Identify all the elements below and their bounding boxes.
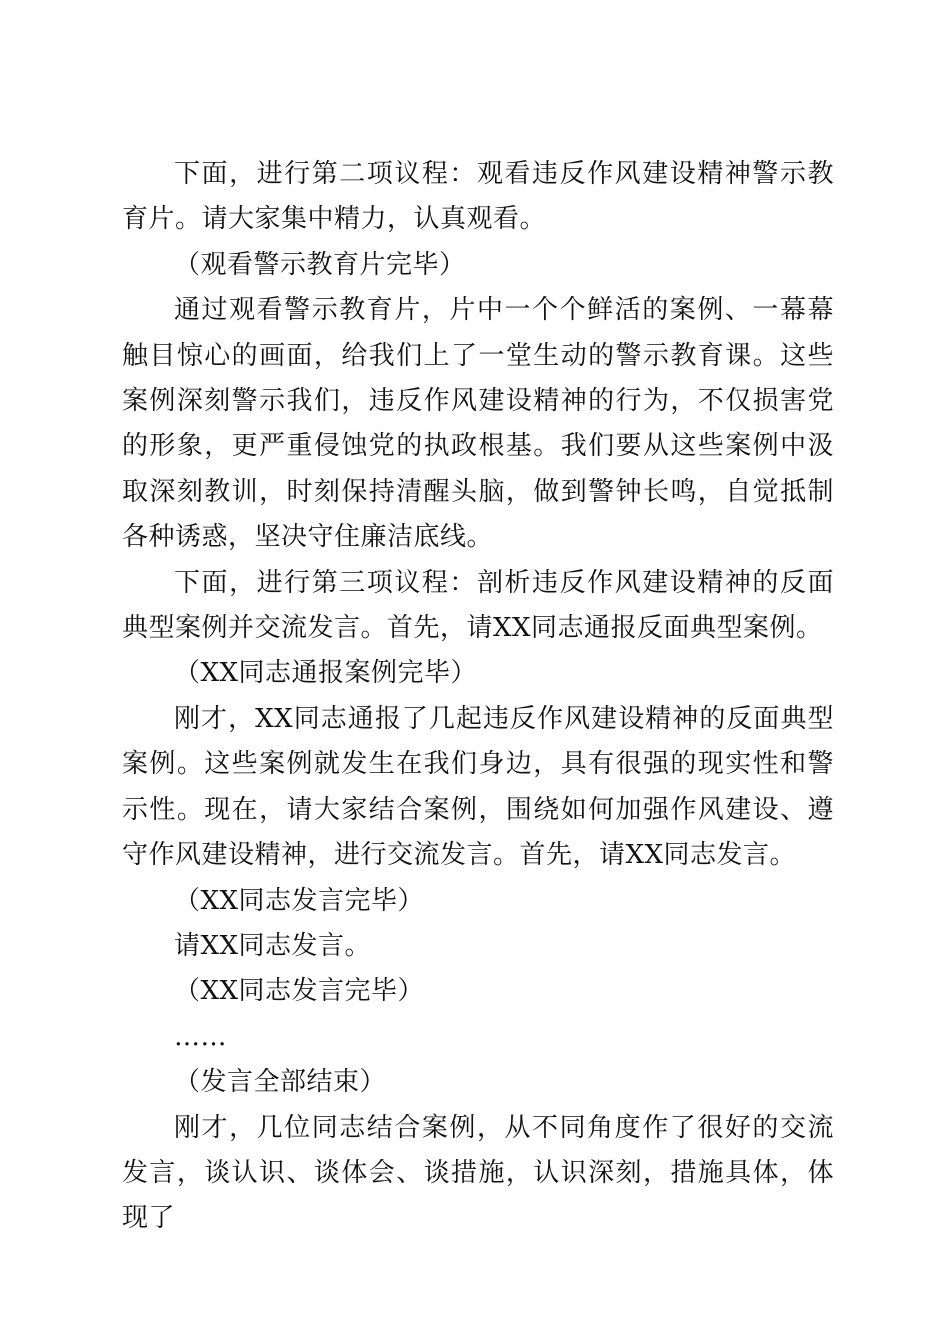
- paragraph-next-speaker: 请XX同志发言。: [174, 930, 372, 961]
- paragraph-speech-finished-1: （XX同志发言完毕）: [174, 885, 425, 916]
- paragraph-speeches-ended: （发言全部结束）: [174, 1067, 387, 1098]
- paragraph-agenda-three: 下面，进行第三项议程：剖析违反作风建设精神的反面典型案例并交流发言。首先，请XX同志通报反面典型案例。: [122, 567, 834, 644]
- document-body: [122, 152, 834, 1242]
- paragraph-summary: 刚才，几位同志结合案例，从不同角度作了很好的交流发言，谈认识、谈体会、谈措施，认识深刻，措施具体，体现了: [122, 1112, 834, 1234]
- paragraph-speech-finished-2: （XX同志发言完毕）: [174, 976, 425, 1007]
- paragraph-case-report-finished: （XX同志通报案例完毕）: [174, 658, 478, 689]
- paragraph-ellipsis: ……: [174, 1021, 227, 1052]
- paragraph-video-reflection: 通过观看警示教育片，片中一个个鲜活的案例、一幕幕触目惊心的画面，给我们上了一堂生动的警示教育课。这些案例深刻警示我们，违反作风建设精神的行为，不仅损害党的形象，更严重侵蚀党的执政根基。我们要从这些案例中汲取深刻教训，时刻保持清醒头脑，做到警钟长鸣，自觉抵制各种诱惑，坚决守住廉洁底线。: [122, 295, 834, 553]
- paragraph-agenda-two: 下面，进行第二项议程：观看违反作风建设精神警示教育片。请大家集中精力，认真观看。: [122, 159, 834, 235]
- paragraph-case-discussion: 刚才，XX同志通报了几起违反作风建设精神的反面典型案例。这些案例就发生在我们身边，具有很强的现实性和警示性。现在，请大家结合案例，围绕如何加强作风建设、遵守作风建设精神，进行交流发言。首先，请XX同志发言。: [122, 703, 834, 871]
- paragraph-video-finished: （观看警示教育片完毕）: [174, 249, 466, 280]
